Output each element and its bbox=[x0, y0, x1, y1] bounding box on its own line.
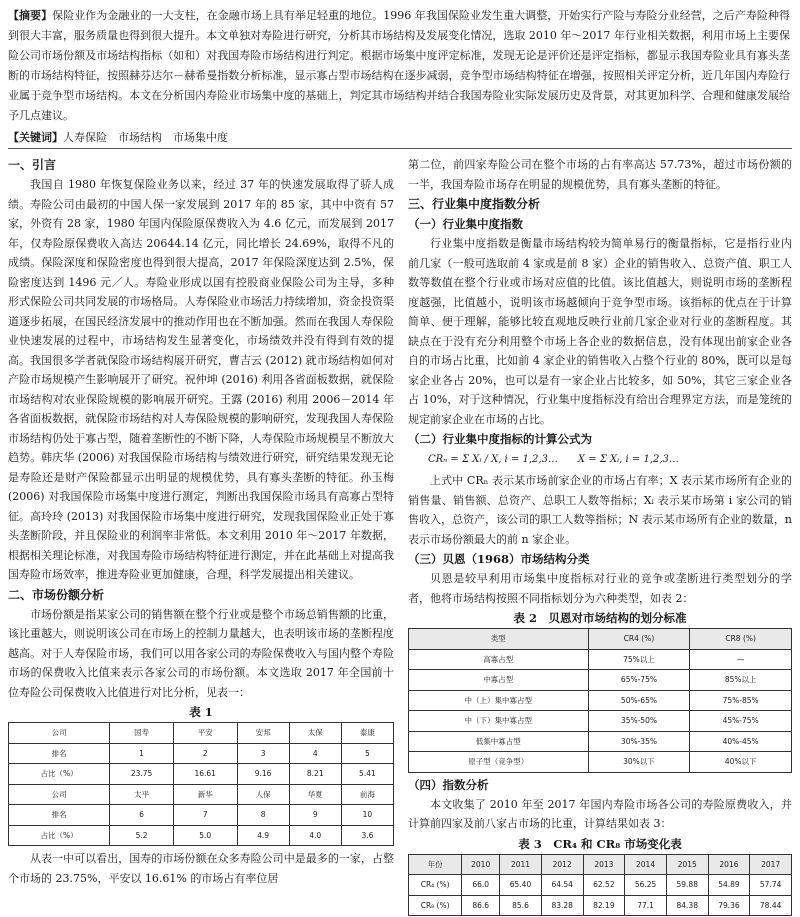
table-cell: 2015 bbox=[666, 854, 708, 875]
table-cell: 2013 bbox=[583, 854, 625, 875]
table-cell: 中（上）集中寡占型 bbox=[409, 690, 589, 711]
table-row bbox=[409, 752, 792, 773]
table-cell: 公司 bbox=[9, 723, 110, 744]
table-cell: 排名 bbox=[9, 805, 110, 826]
table-cell: 4.0 bbox=[289, 825, 341, 846]
right-column bbox=[408, 155, 792, 916]
table-cell: 前海 bbox=[341, 784, 393, 805]
table-cell: 23.75 bbox=[110, 764, 174, 785]
table-cell: 3 bbox=[237, 743, 289, 764]
section-1-paragraph: 我国自 1980 年恢复保险业务以来，经过 37 年的快速发展取得了骄人成绩。寿险公司由最初的中国人保一家发展到 2017 年的 85 家，其中中资有 57 家，外资有 28 家，1980 年国内保险原保费收入为 4.6 亿元，而发展到 2017 年，仅寿险原保费收入高达 20644.14 亿元，同比增长 24.69%，取得不凡的成绩。保险深度和保险密度也得到很大提高，2017 年保险深度达到 2.5%，保险密度达到 1496 元／人。寿险业形成以国有控股商业保险公司为主导，多种形式保险公司共同发展的市场格局。人寿保险业市场活力持续增加，资金投资渠道逐步拓展，在国民经济发展中的推动作用也在不断加强。然而在我国人寿保险业快速发展的过程中，市场结构发生显著变化，市场绩效并没有得到有效的提高。我国很多学者就保险市场结构展开研究，曹吉云 (2012) 就市场结构如何对产险市场规模产生影响展开了研究。祝仲坤 (2016) 利用各省面板数据，就保险市场结构对农业保险规模的影响展开研究。王露 (2016) 利用 2006－2014 年各省面板数据，就保险市场结构对人寿保险规模的影响研究，发现我国人寿保险市场结构仍处于寡占型，随着垄断性的不断下降，人寿保险市场规模呈不断放大趋势。韩庆华 (2006) 对我国保险市场结构与绩效进行研究，研究结果发现无论是寿险还是财产保险都显示出明显的规模优势，具有寡头垄断的特征。孙玉梅 (2006) 对我国保险市场集中度进行测定，判断出我国保险市场具有高寡占型特征。高玲玲 (2013) 对我国保险市场集中度进行研究，发现我国保险业正处于寡头垄断阶段，并且保险业的利润率非常低。本文利用 2010 年～2017 年数据，根据相关理论标准，对我国寿险市场结构特征进行测定，并在此基础上对提高我国寿险市场效率，推进寿险业更加健康，合理，科学发展提出相关建议。 bbox=[8, 178, 394, 581]
table-row bbox=[409, 854, 792, 875]
table-cell: 年份 bbox=[409, 854, 462, 875]
table-cell: 10 bbox=[341, 805, 393, 826]
table-cell: 59.88 bbox=[666, 875, 708, 896]
abstract-label: 【摘要】 bbox=[8, 9, 53, 22]
table-cell: 54.89 bbox=[708, 875, 750, 896]
table-cell: 6 bbox=[110, 805, 174, 826]
table-row bbox=[409, 895, 792, 916]
table-cell: 50%-65% bbox=[588, 690, 690, 711]
table-cell: 78.44 bbox=[750, 895, 792, 916]
table-row bbox=[9, 805, 394, 826]
table-cell: CR8 (%) bbox=[690, 629, 792, 650]
table-cell: 公司 bbox=[9, 784, 110, 805]
table-row bbox=[409, 670, 792, 691]
table-cell: 中寡占型 bbox=[409, 670, 589, 691]
table-cell: 1 bbox=[110, 743, 174, 764]
table-cell: 5 bbox=[341, 743, 393, 764]
table-cell: 75%-85% bbox=[690, 690, 792, 711]
table-cell: 太平 bbox=[110, 784, 174, 805]
table-cell: 低集中寡占型 bbox=[409, 731, 589, 752]
table-cell: 占比（%） bbox=[9, 825, 110, 846]
table-2 bbox=[408, 628, 792, 773]
table-1 bbox=[8, 722, 394, 846]
table-2-caption: 表 2 贝恩对市场结构的划分标准 bbox=[513, 611, 687, 625]
keywords-label: 【关键词】 bbox=[8, 131, 63, 144]
table-row bbox=[409, 875, 792, 896]
table-row bbox=[409, 731, 792, 752]
table-cell: 75%以上 bbox=[588, 649, 690, 670]
table-cell: CR₄ (%) bbox=[409, 875, 462, 896]
table-cell: 5.41 bbox=[341, 764, 393, 785]
section-1-title: 一、引言 bbox=[8, 158, 57, 172]
table-cell: 安邦 bbox=[237, 723, 289, 744]
table-cell: 3.6 bbox=[341, 825, 393, 846]
table-cell: 79.36 bbox=[708, 895, 750, 916]
table-cell: 高寡占型 bbox=[409, 649, 589, 670]
table-row bbox=[409, 649, 792, 670]
table-cell: 9.16 bbox=[237, 764, 289, 785]
formula: CRₙ = Σ Xᵢ / X, i = 1,2,3… X = Σ Xᵢ, i = 1,2,3… bbox=[428, 454, 679, 465]
table-cell: 4.9 bbox=[237, 825, 289, 846]
table-cell: 82.19 bbox=[583, 895, 625, 916]
table-3-caption: 表 3 CR₄ 和 CR₈ 市场变化表 bbox=[518, 836, 682, 851]
table-cell: 新华 bbox=[173, 784, 237, 805]
table-cell: 85%以上 bbox=[690, 670, 792, 691]
table-cell: 8 bbox=[237, 805, 289, 826]
divider bbox=[8, 148, 792, 149]
table-cell: 7 bbox=[173, 805, 237, 826]
subsection-4-paragraph: 本文收集了 2010 年至 2017 年国内寿险市场各公司的寿险原费收入，并计算前四家及前八家占市场的比重，计算结果如表 3： bbox=[408, 797, 792, 830]
subsection-2-title: （二）行业集中度指标的计算公式为 bbox=[408, 432, 592, 446]
continued-paragraph: 第二位，前四家寿险公司在整个市场的占有率高达 57.73%，超过市场份额的一半，我国寿险市场存在明显的规模优势，具有寡头垄断的特征。 bbox=[408, 158, 792, 191]
table-cell: — bbox=[690, 649, 792, 670]
table-cell: 原子型（竞争型） bbox=[409, 752, 589, 773]
section-3-title: 三、行业集中度指数分析 bbox=[408, 197, 541, 211]
table-cell: 40%-45% bbox=[690, 731, 792, 752]
subsection-2-paragraph: 上式中 CRₙ 表示某市场前家企业的市场占有率；X 表示某市场所有企业的销售量、销售额、总资产、总职工人数等指标；Xᵢ 表示某市场第 i 家公司的销售收入，总资产，该公司的职工人数等指标；N 表示某市场所有企业的数量，n 表示市场份额最大的前 n 家企业。 bbox=[408, 474, 792, 546]
table-cell: 9 bbox=[289, 805, 341, 826]
table-cell: 4 bbox=[289, 743, 341, 764]
table-cell: 83.28 bbox=[541, 895, 583, 916]
table-cell: 太保 bbox=[289, 723, 341, 744]
subsection-1-paragraph: 行业集中度指数是衡量市场结构较为简单易行的衡量指标，它是指行业内前几家（一般可选取前 4 家或是前 8 家）企业的销售收入、总资产值、职工人数等数值在整个行业或市场对应值的比值。该比值越大，则说明市场的垄断程度越强，比值越小，说明该市场越倾向于竞争型市场。该指标的优点在于计算简单、便于理解，能够比较直观地反映行业前几家企业对行业的垄断程度。其缺点在于没有充分利用整个市场上各企业的数据信息，没有体现出前家企业各自的市场占比重，比如前 4 家企业的销售收入占整个行业的 80%，既可以是每家企业各占 20%，也可以是有一家企业占比较多，如 50%，其它三家企业各占 10%，对于这种情况，行业集中度指标没有给出合理界定方法，而是笼统的规定前家企业在市场的占比。 bbox=[408, 237, 792, 426]
table-cell: 66.0 bbox=[462, 875, 500, 896]
table-cell: 65.40 bbox=[500, 875, 542, 896]
table-row bbox=[9, 743, 394, 764]
table-cell: 人保 bbox=[237, 784, 289, 805]
subsection-3-title: （三）贝恩（1968）市场结构分类 bbox=[408, 552, 590, 566]
abstract bbox=[8, 6, 790, 126]
table-cell: CR4 (%) bbox=[588, 629, 690, 650]
table-cell: 62.52 bbox=[583, 875, 625, 896]
table-row bbox=[9, 784, 394, 805]
table-cell: 16.61 bbox=[173, 764, 237, 785]
table-cell: 30%以下 bbox=[588, 752, 690, 773]
keywords bbox=[8, 129, 790, 147]
table-row bbox=[409, 690, 792, 711]
table-cell: 40%以下 bbox=[690, 752, 792, 773]
section-2-paragraph-2: 从表一中可以看出，国寿的市场份额在众多寿险公司中是最多的一家，占整个市场的 23.75%，平安以 16.61% 的市场占有率位居 bbox=[8, 852, 394, 885]
table-cell: 中（下）集中寡占型 bbox=[409, 711, 589, 732]
table-cell: 30%-35% bbox=[588, 731, 690, 752]
table-cell: 65%-75% bbox=[588, 670, 690, 691]
table-cell: 86.6 bbox=[462, 895, 500, 916]
table-cell: 64.54 bbox=[541, 875, 583, 896]
table-cell: 2011 bbox=[500, 854, 542, 875]
table-cell: 8.21 bbox=[289, 764, 341, 785]
table-1-caption: 表 1 bbox=[189, 705, 213, 719]
table-row bbox=[9, 764, 394, 785]
table-cell: 华夏 bbox=[289, 784, 341, 805]
table-row bbox=[409, 629, 792, 650]
table-cell: 77.1 bbox=[625, 895, 667, 916]
section-2-title: 二、市场份额分析 bbox=[8, 587, 105, 602]
subsection-3-paragraph: 贝恩是较早利用市场集中度指标对行业的竞争或垄断进行类型划分的学者，他将市场结构按照不同指标划分为六种类型，如表 2： bbox=[408, 572, 792, 605]
table-cell: 2017 bbox=[750, 854, 792, 875]
table-cell: 5.0 bbox=[173, 825, 237, 846]
subsection-1-title: （一）行业集中度指数 bbox=[408, 217, 523, 231]
table-cell: 85.6 bbox=[500, 895, 542, 916]
keywords-text: 人寿保险 市场结构 市场集中度 bbox=[63, 131, 228, 144]
table-cell: 57.74 bbox=[750, 875, 792, 896]
table-cell: 2 bbox=[173, 743, 237, 764]
subsection-4-title: （四）指数分析 bbox=[408, 777, 489, 792]
table-row bbox=[9, 723, 394, 744]
table-cell: 84.38 bbox=[666, 895, 708, 916]
table-cell: 56.25 bbox=[625, 875, 667, 896]
table-3 bbox=[408, 854, 792, 917]
table-cell: 排名 bbox=[9, 743, 110, 764]
table-cell: 平安 bbox=[173, 723, 237, 744]
section-2-paragraph: 市场份额是指某家公司的销售额在整个行业或是整个市场总销售额的比重，该比重越大，则说明该公司在市场上的控制力量越大，也表明该市场的垄断程度越高。对于人寿保险市场，我们可以用各家公司的寿险保费收入与国内整个寿险市场的保费收入比值来表示各家公司的市场份额。本文选取 2017 年全国前十位寿险公司保费收入比值进行对比分析，见表一： bbox=[8, 607, 394, 699]
table-cell: 2016 bbox=[708, 854, 750, 875]
abstract-text: 保险业作为金融业的一大支柱，在金融市场上具有举足轻重的地位。1996 年我国保险业发生重大调整，开始实行产险与寿险分业经营，之后产寿险种得到很大丰富，服务质量也得到很大提升。本文单独对寿险进行研究，分析其市场结构及发展变化情况，选取 2010 年～2017 年行业相关数据，利用市场上主要保险公司市场份额及市场结构指标（如和）对我国寿险市场结构进行判定。根据市场集中度评定标准，发现无论是评价还是评定指标，都显示我国寿险业具有寡头垄断的市场结构特征，按照赫芬达尔－赫希曼指数分析标准，显示寡占型市场结构在逐步减弱，竞争型市场结构特征在增强，按照相关评定分析，近几年国内寿险行业属于竞争型市场结构。本文在分析国内寿险业市场集中度的基础上，判定其市场结构并结合我国寿险业实际发展历史及背景，对其更加科学、合理和健康发展给予几点建议。 bbox=[8, 9, 790, 122]
table-row bbox=[409, 711, 792, 732]
table-cell: 45%-75% bbox=[690, 711, 792, 732]
table-cell: 国寿 bbox=[110, 723, 174, 744]
table-cell: 5.2 bbox=[110, 825, 174, 846]
table-cell: 35%-50% bbox=[588, 711, 690, 732]
table-cell: 泰康 bbox=[341, 723, 393, 744]
table-cell: 2014 bbox=[625, 854, 667, 875]
left-column bbox=[8, 155, 394, 888]
table-cell: 占比（%） bbox=[9, 764, 110, 785]
table-row bbox=[9, 825, 394, 846]
table-cell: 类型 bbox=[409, 629, 589, 650]
table-cell: 2012 bbox=[541, 854, 583, 875]
table-cell: CR₈ (%) bbox=[409, 895, 462, 916]
table-cell: 2010 bbox=[462, 854, 500, 875]
